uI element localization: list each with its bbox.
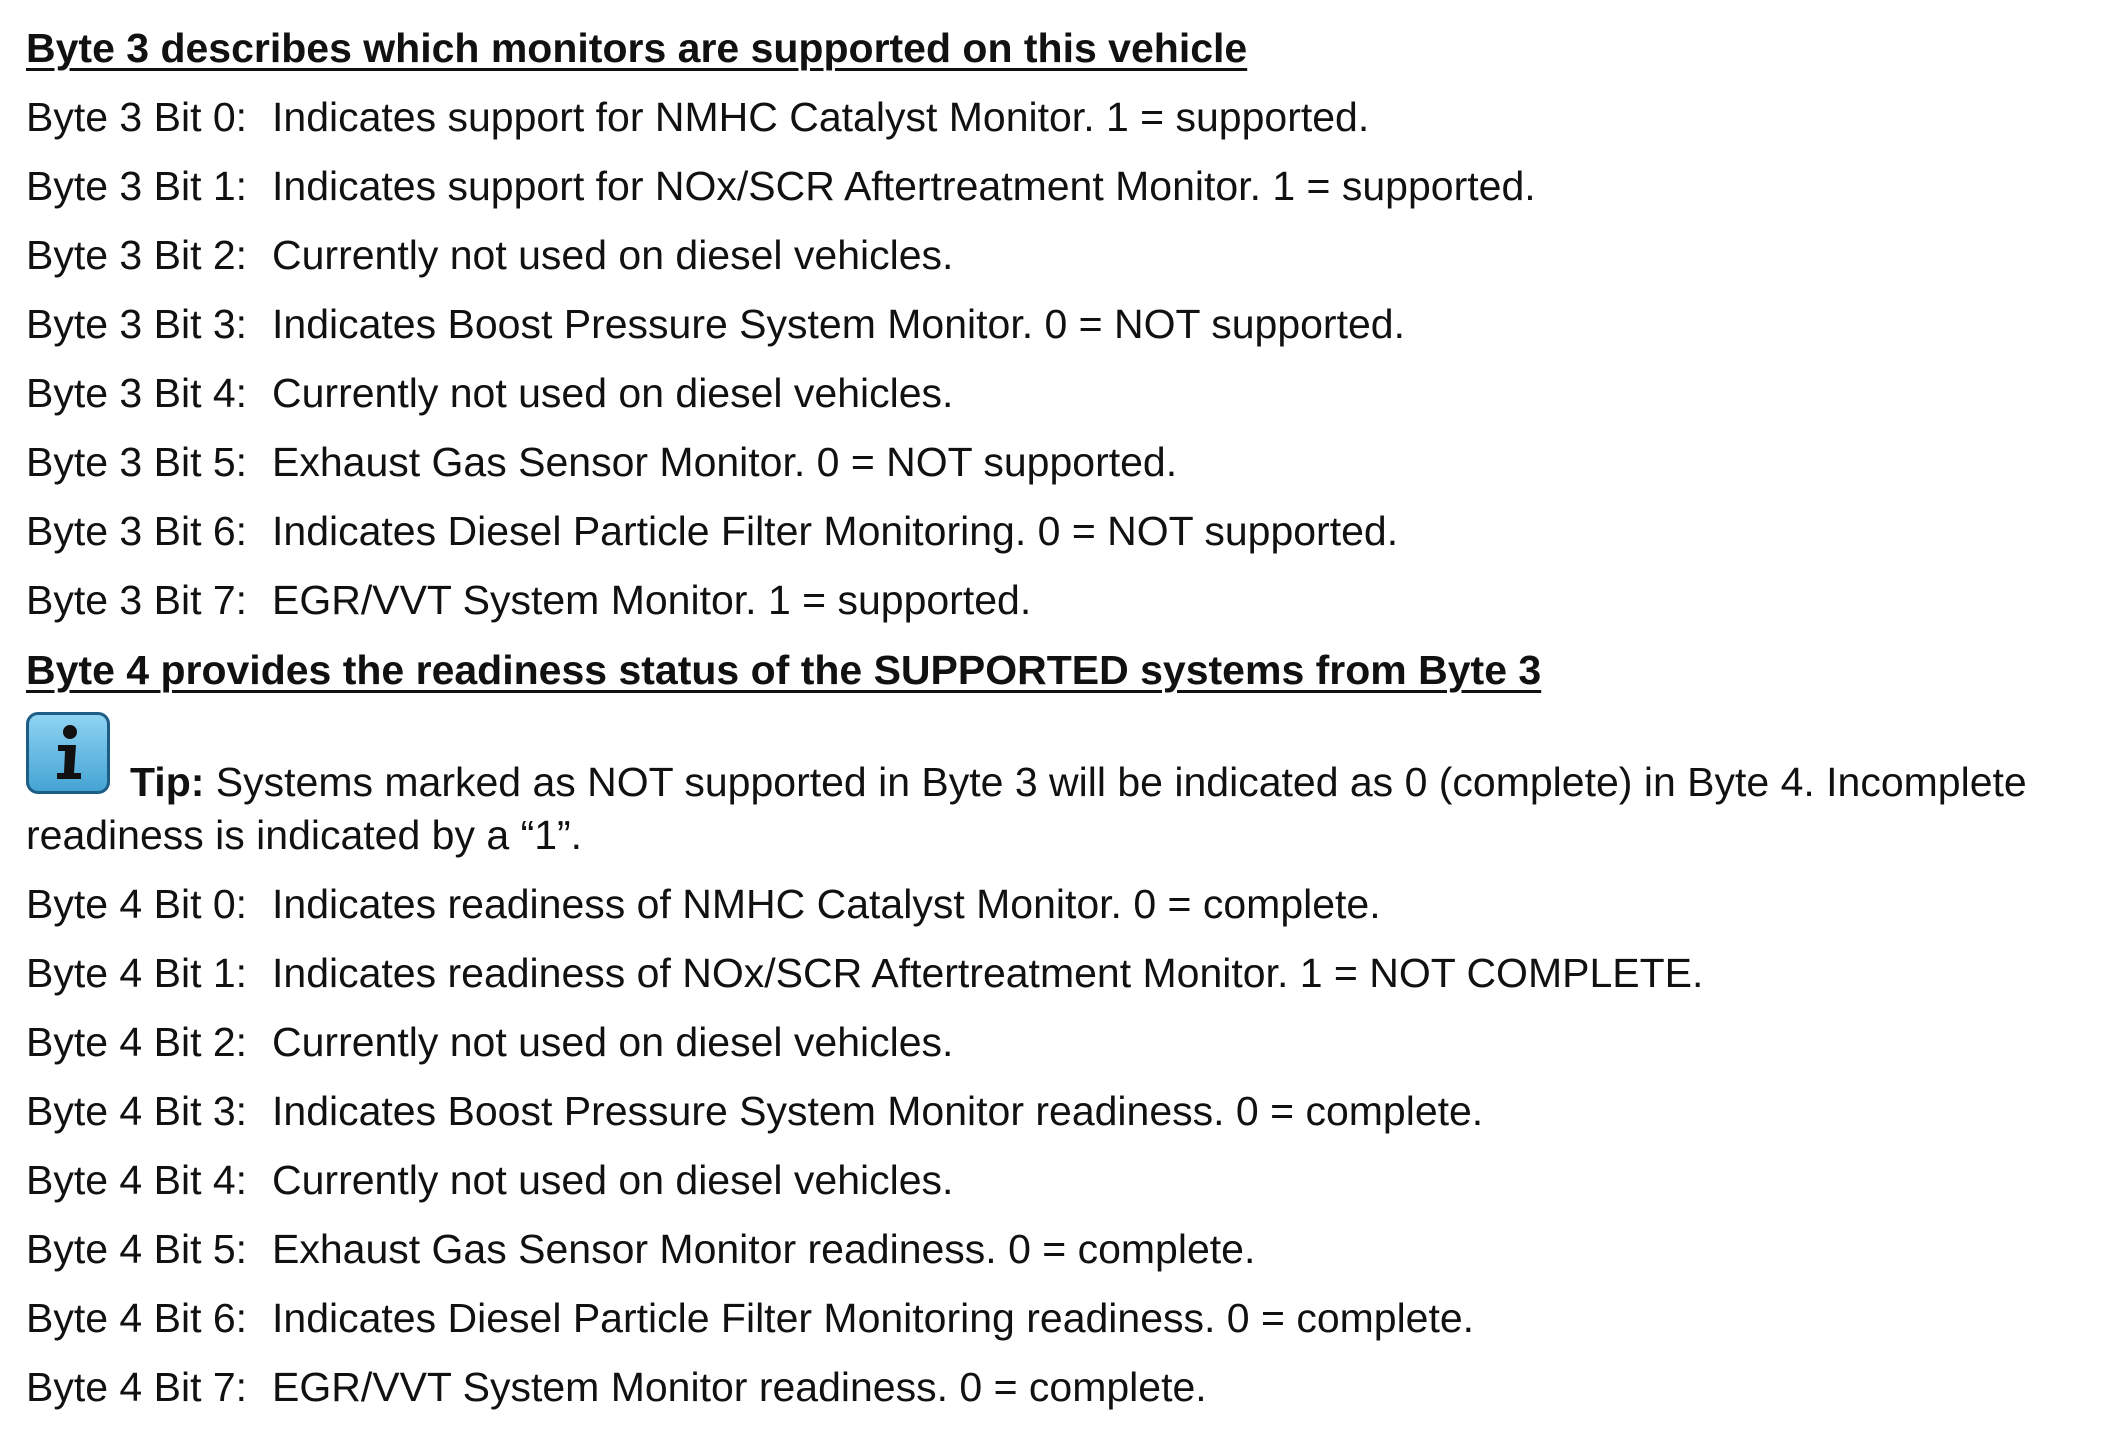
bit-label: Byte 3 Bit 6:: [26, 508, 248, 554]
bit-description: Exhaust Gas Sensor Monitor. 0 = NOT supported.: [272, 439, 1178, 485]
byte4-bit0-row: [26, 881, 1381, 927]
bit-description: Currently not used on diesel vehicles.: [272, 1157, 954, 1203]
bit-label: Byte 4 Bit 3:: [26, 1088, 248, 1134]
bit-label: Byte 3 Bit 4:: [26, 370, 248, 416]
bit-description: EGR/VVT System Monitor. 1 = supported.: [272, 577, 1032, 623]
bit-label: Byte 3 Bit 1:: [26, 163, 248, 209]
byte3-bit7-row: [26, 577, 1032, 623]
byte3-bit2-row: [26, 232, 954, 278]
bit-label: Byte 3 Bit 7:: [26, 577, 248, 623]
bit-description: Exhaust Gas Sensor Monitor readiness. 0 = complete.: [272, 1226, 1256, 1272]
bit-description: Indicates support for NOx/SCR Aftertreatment Monitor. 1 = supported.: [272, 163, 1536, 209]
byte3-bit0-row: [26, 94, 1370, 140]
byte4-bit2-row: [26, 1019, 954, 1065]
bit-description: Currently not used on diesel vehicles.: [272, 370, 954, 416]
bit-label: Byte 4 Bit 4:: [26, 1157, 248, 1203]
bit-description: Indicates readiness of NOx/SCR Aftertreatment Monitor. 1 = NOT COMPLETE.: [272, 950, 1704, 996]
bit-description: Indicates Boost Pressure System Monitor. 0 = NOT supported.: [272, 301, 1405, 347]
bit-description: Indicates readiness of NMHC Catalyst Monitor. 0 = complete.: [272, 881, 1381, 927]
bit-label: Byte 3 Bit 0:: [26, 94, 248, 140]
byte3-bit4-row: [26, 370, 954, 416]
byte3-heading: Byte 3 describes which monitors are supported on this vehicle: [26, 25, 1248, 71]
bit-description: Currently not used on diesel vehicles.: [272, 1019, 954, 1065]
tip-label: Tip:: [130, 759, 205, 805]
bit-description: Indicates support for NMHC Catalyst Monitor. 1 = supported.: [272, 94, 1370, 140]
byte3-bit1-row: [26, 163, 1536, 209]
byte4-bit7-row: [26, 1364, 1207, 1410]
bit-label: Byte 4 Bit 6:: [26, 1295, 248, 1341]
tip-body: Systems marked as NOT supported in Byte 3 will be indicated as 0 (complete) in Byte 4. Incomplete: [204, 759, 2027, 805]
bit-label: Byte 3 Bit 3:: [26, 301, 248, 347]
byte4-bit3-row: [26, 1088, 1484, 1134]
byte4-bit1-row: [26, 950, 1704, 996]
bit-description: EGR/VVT System Monitor readiness. 0 = complete.: [272, 1364, 1207, 1410]
bit-description: Indicates Diesel Particle Filter Monitoring. 0 = NOT supported.: [272, 508, 1399, 554]
byte3-bit3-row: [26, 301, 1405, 347]
byte3-bit6-row: [26, 508, 1399, 554]
byte4-bit6-row: [26, 1295, 1475, 1341]
bit-description: Currently not used on diesel vehicles.: [272, 232, 954, 278]
bit-description: Indicates Boost Pressure System Monitor readiness. 0 = complete.: [272, 1088, 1484, 1134]
byte4-heading: Byte 4 provides the readiness status of the SUPPORTED systems from Byte 3: [26, 647, 1542, 693]
bit-label: Byte 4 Bit 0:: [26, 881, 248, 927]
bit-label: Byte 4 Bit 5:: [26, 1226, 248, 1272]
bit-description: Indicates Diesel Particle Filter Monitoring readiness. 0 = complete.: [272, 1295, 1475, 1341]
bit-label: Byte 3 Bit 5:: [26, 439, 248, 485]
bit-label: Byte 4 Bit 7:: [26, 1364, 248, 1410]
tip-text-line1: [130, 759, 2027, 805]
bit-label: Byte 4 Bit 2:: [26, 1019, 248, 1065]
byte4-bit4-row: [26, 1157, 954, 1203]
bit-label: Byte 4 Bit 1:: [26, 950, 248, 996]
tip-text-line2: readiness is indicated by a “1”.: [26, 812, 583, 858]
bit-label: Byte 3 Bit 2:: [26, 232, 248, 278]
byte4-bit5-row: [26, 1226, 1256, 1272]
byte3-bit5-row: [26, 439, 1178, 485]
info-icon: [26, 712, 110, 794]
